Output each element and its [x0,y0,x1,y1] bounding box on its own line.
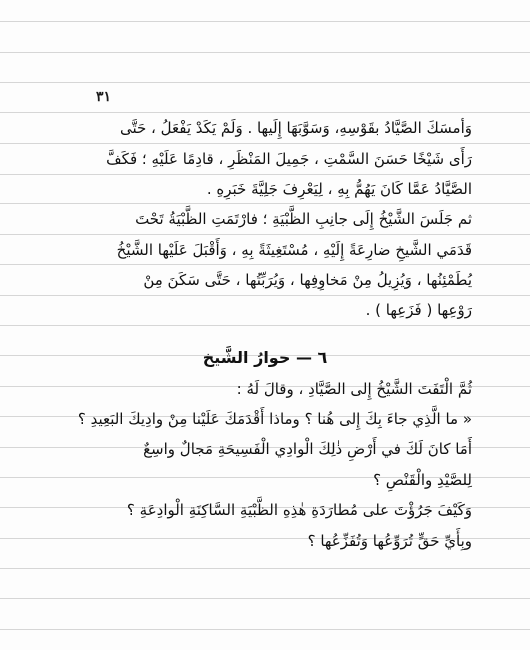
text-line: ثُمَّ الْتَفَتَ الشَّيْخُ إِلى الصَّيَّادِ ، وقالَ لَهُ : [236,380,472,398]
ruled-line [0,82,530,83]
text-line: الصَّيَّادُ عَمَّا كَانَ يَهُمُّ بِهِ ، لِيَعْرِفَ جَلِيَّةَ خَبَرِهِ . [206,180,472,198]
page-number: ٣١ [96,89,112,105]
text-line: وَكَيْفَ جَرُؤْتَ على مُطارَدَةِ هٰذِهِ الظَّبْيَةِ السَّاكِنَةِ الْوادِعَةِ ؟ [126,501,472,519]
text-line: يُطَمْئِنُها ، وَيُزِيلُ مِنْ مَخاوِفِها ، وَيُرَبِّتُها ، حَتَّى سَكَنَ مِنْ [143,271,472,289]
ruled-line [0,203,530,204]
text-line: رَوْعِها ( فَزَعِها ) . [365,301,472,319]
text-line: ثم جَلَسَ الشَّيْخُ إِلَى جانِبِ الظَّبْيَةِ ؛ فارْتَمَتِ الظَّبْيَةُ تَحْتَ [135,210,472,228]
ruled-line [0,295,530,296]
text-line: رَأَى شَيْخًا حَسَنَ السَّمْتِ ، جَمِيلَ المَنْظَرِ ، قادِمًا عَلَيْهِ ؛ فَكَفَّ [106,150,472,168]
text-line: لِلصَّيْدِ والْقَنْصِ ؟ [373,471,472,489]
ruled-line [0,174,530,175]
section-heading: ٦ — حوارُ الشَّيخ [202,348,328,367]
ruled-line [0,598,530,599]
text-line: وبِأَيِّ حَقٍّ تُرَوِّعُها وَتُفَزِّعُها ؟ [307,532,472,550]
ruled-line [0,629,530,630]
ruled-line [0,143,530,144]
ruled-line [0,112,530,113]
text-line: أَمَا كانَ لَكَ في أَرْضِ ذٰلِكَ الْوادِي الْفَسِيحَةِ مَجالٌ واسِعٌ [143,440,472,458]
text-line: وَأمسَكَ الصَّيَّادُ بقَوْسِهِ، وَسَوَّبَهَا إِلَيها . وَلَمْ يَكَدْ يَفْعَلُ ، حَتَّى [119,119,472,137]
ruled-line [0,264,530,265]
ruled-line [0,52,530,53]
ruled-line [0,234,530,235]
ruled-line [0,21,530,22]
text-line: قَدَمَي الشَّيخِ ضارِعَةً إِلَيْهِ ، مُسْتَغِيثَةً بِهِ ، وَأَقْبَلَ عَلَيْها الشَّيْخُ [116,241,472,259]
text-line: « ما الَّذِي جاءَ بِكَ إِلى هُنا ؟ وماذا أَقْدَمَكَ عَلَيْنا مِنْ وادِيكَ البَعِيدِ ؟ [77,410,472,428]
ruled-line [0,568,530,569]
ruled-line [0,325,530,326]
